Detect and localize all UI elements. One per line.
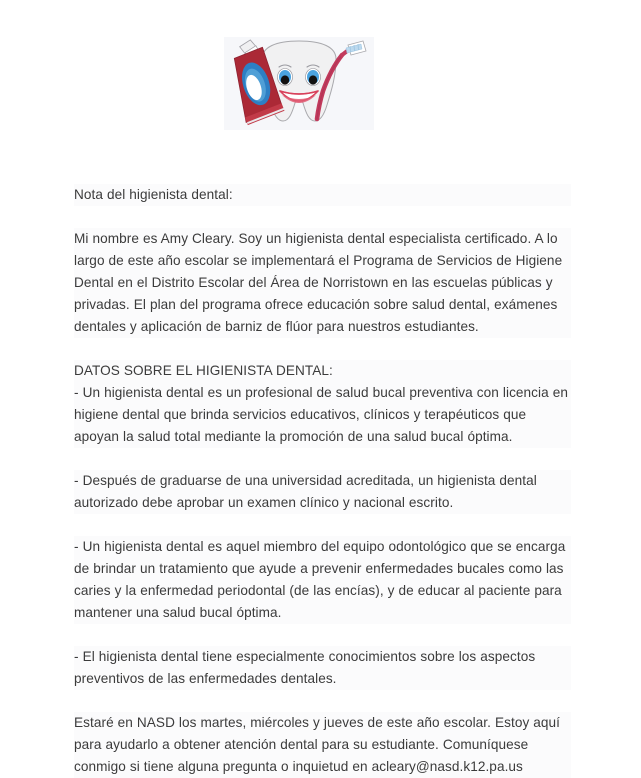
text-line: - Un higienista dental es un profesional de salud bucal preventiva con licencia en [74, 382, 571, 404]
heading-line: Nota del higienista dental: [74, 184, 571, 206]
text-line: de brindar un tratamiento que ayude a prevenir enfermedades bucales como las [74, 558, 571, 580]
text-line: - Después de graduarse de una universidad acreditada, un higienista dental [74, 470, 571, 492]
tooth-mascot-icon [224, 37, 374, 130]
dental-illustration [224, 37, 374, 130]
text-line: autorizado debe aprobar un examen clínico y nacional escrito. [74, 492, 571, 514]
text-line: - El higienista dental tiene especialmente conocimientos sobre los aspectos [74, 646, 571, 668]
text-line: mantener una salud bucal óptima. [74, 602, 571, 624]
fact-education [74, 470, 571, 514]
text-line: Estaré en NASD los martes, miércoles y jueves de este año escolar. Estoy aquí [74, 712, 571, 734]
text-line: Dental en el Distrito Escolar del Área de Norristown en las escuelas públicas y [74, 272, 571, 294]
text-line: preventivos de las enfermedades dentales. [74, 668, 571, 690]
text-line: para ayudarlo a obtener atención dental para su estudiante. Comuníquese [74, 734, 571, 756]
facts-heading-line: DATOS SOBRE EL HIGIENISTA DENTAL: [74, 360, 571, 382]
text-line: privadas. El plan del programa ofrece educación sobre salud dental, exámenes [74, 294, 571, 316]
facts-heading-and-first-fact [74, 360, 571, 448]
text-line: - Un higienista dental es aquel miembro del equipo odontológico que se encarga [74, 536, 571, 558]
contact-paragraph [74, 712, 571, 778]
text-line: dentales y aplicación de barniz de flúor para nuestros estudiantes. [74, 316, 571, 338]
text-line: largo de este año escolar se implementará el Programa de Servicios de Higiene [74, 250, 571, 272]
intro-paragraph [74, 228, 571, 338]
text-line: higiene dental que brinda servicios educativos, clínicos y terapéuticos que [74, 404, 571, 426]
text-line: apoyan la salud total mediante la promoción de una salud bucal óptima. [74, 426, 571, 448]
letter-heading [74, 184, 571, 206]
fact-prevention [74, 646, 571, 690]
text-line: caries y la enfermedad periodontal (de las encías), y de educar al paciente para [74, 580, 571, 602]
fact-role [74, 536, 571, 624]
text-line: Mi nombre es Amy Cleary. Soy un higienista dental especialista certificado. A lo [74, 228, 571, 250]
letter-body [74, 184, 571, 778]
contact-email-line: conmigo si tiene alguna pregunta o inquietud en acleary@nasd.k12.pa.us [74, 756, 571, 778]
